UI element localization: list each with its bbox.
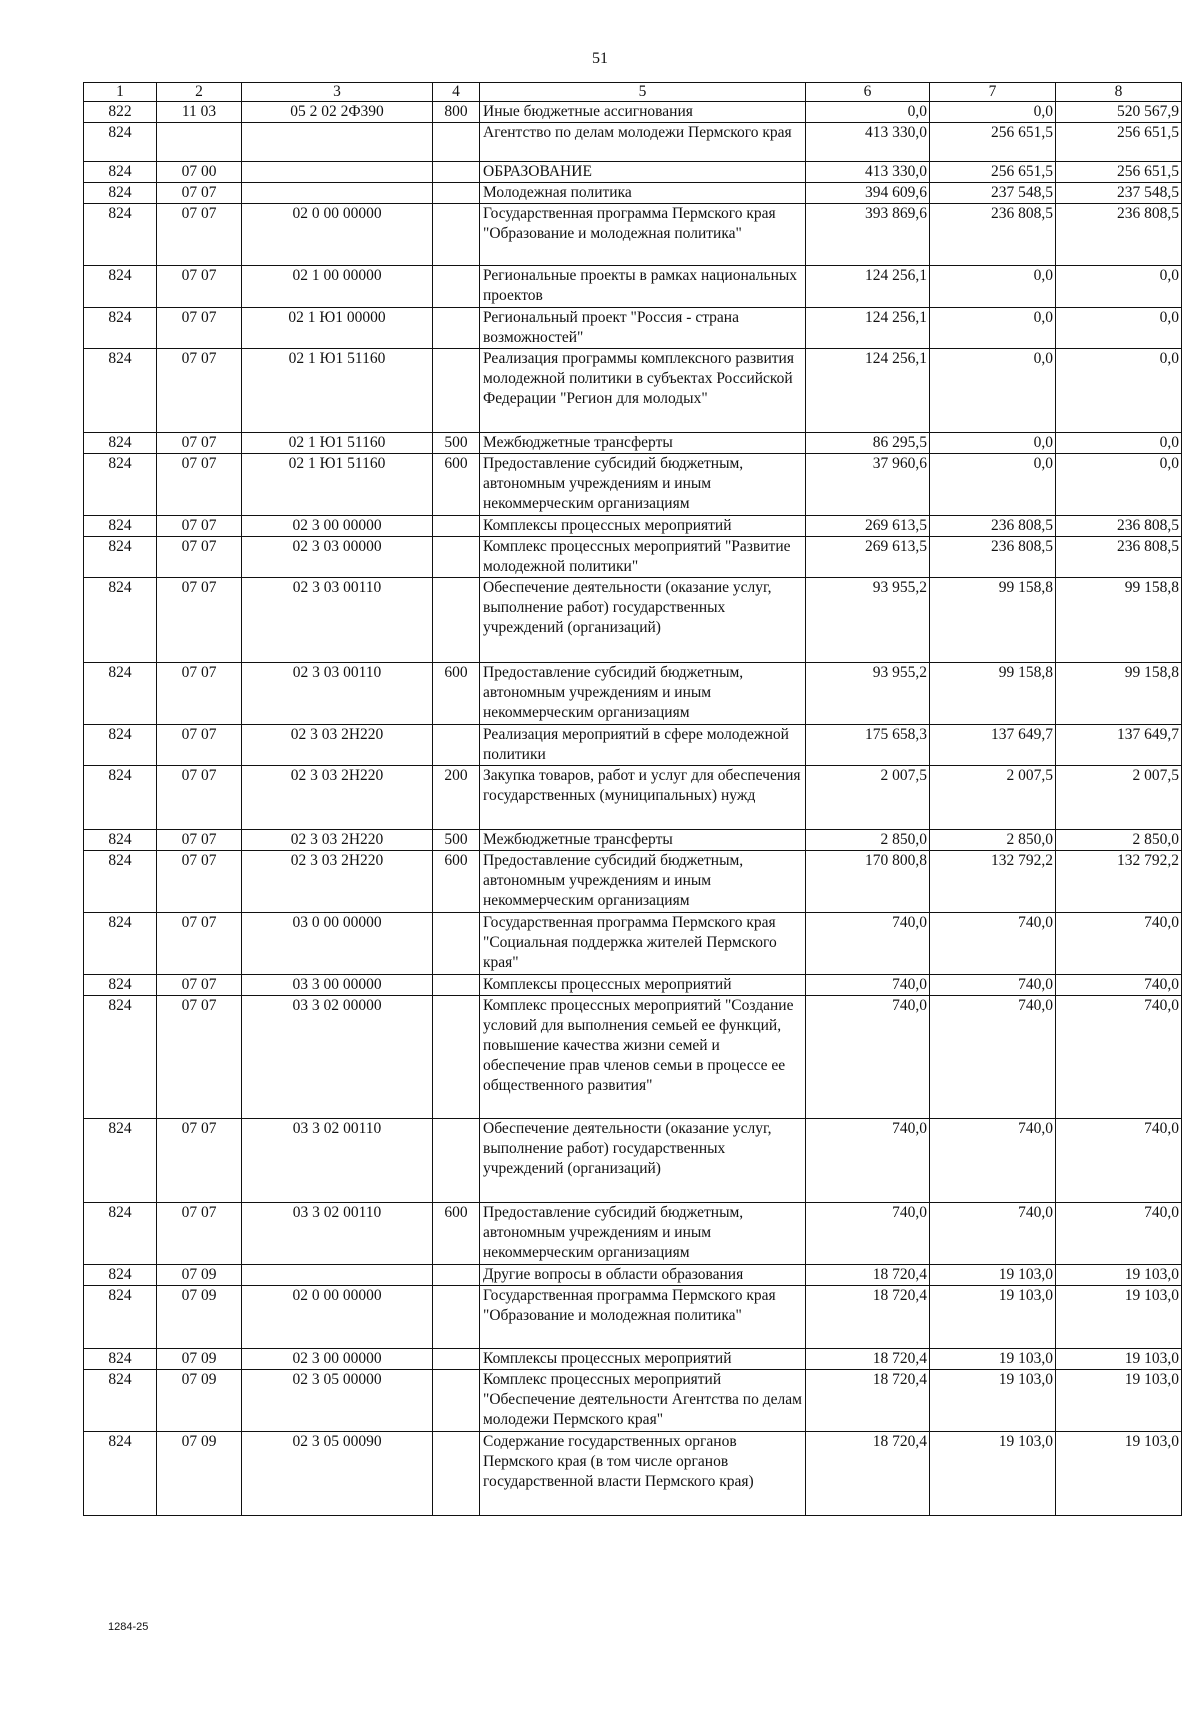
table-row <box>84 996 1182 1119</box>
target-article: 02 3 03 2Н220 <box>242 830 433 851</box>
table-row <box>84 183 1182 204</box>
item-name: Комплекс процессных мероприятий "Обеспечение деятельности Агентства по делам молодежи Пермского края" <box>480 1370 806 1432</box>
item-name: Другие вопросы в области образования <box>480 1265 806 1286</box>
amount-year-3: 19 103,0 <box>1056 1432 1182 1516</box>
admin-code: 824 <box>84 123 157 162</box>
item-name: Обеспечение деятельности (оказание услуг, выполнение работ) государственных учреждений (организаций) <box>480 578 806 663</box>
amount-year-1: 18 720,4 <box>806 1286 930 1349</box>
amount-year-3: 137 649,7 <box>1056 725 1182 766</box>
amount-year-1: 740,0 <box>806 975 930 996</box>
admin-code: 824 <box>84 578 157 663</box>
expense-type <box>433 1370 480 1432</box>
amount-year-1: 413 330,0 <box>806 123 930 162</box>
amount-year-2: 19 103,0 <box>930 1370 1056 1432</box>
amount-year-3: 740,0 <box>1056 975 1182 996</box>
expense-type <box>433 578 480 663</box>
section-code: 07 07 <box>157 308 242 349</box>
section-code: 07 07 <box>157 663 242 725</box>
admin-code: 824 <box>84 308 157 349</box>
item-name: Региональные проекты в рамках национальных проектов <box>480 266 806 308</box>
amount-year-2: 2 850,0 <box>930 830 1056 851</box>
admin-code: 824 <box>84 266 157 308</box>
admin-code: 824 <box>84 204 157 266</box>
expense-type <box>433 266 480 308</box>
item-name: Иные бюджетные ассигнования <box>480 102 806 123</box>
target-article <box>242 123 433 162</box>
amount-year-2: 236 808,5 <box>930 204 1056 266</box>
admin-code: 824 <box>84 1432 157 1516</box>
section-code: 07 07 <box>157 913 242 975</box>
target-article: 02 3 00 00000 <box>242 516 433 537</box>
target-article: 02 1 Ю1 00000 <box>242 308 433 349</box>
target-article: 02 3 03 00110 <box>242 663 433 725</box>
section-code: 07 07 <box>157 1119 242 1203</box>
target-article: 03 3 00 00000 <box>242 975 433 996</box>
expense-type <box>433 308 480 349</box>
amount-year-2: 137 649,7 <box>930 725 1056 766</box>
admin-code: 824 <box>84 1286 157 1349</box>
admin-code: 824 <box>84 537 157 578</box>
amount-year-1: 0,0 <box>806 102 930 123</box>
amount-year-3: 99 158,8 <box>1056 663 1182 725</box>
amount-year-3: 19 103,0 <box>1056 1370 1182 1432</box>
amount-year-3: 0,0 <box>1056 308 1182 349</box>
amount-year-1: 175 658,3 <box>806 725 930 766</box>
table-row <box>84 975 1182 996</box>
item-name: Межбюджетные трансферты <box>480 433 806 454</box>
table-row <box>84 204 1182 266</box>
amount-year-2: 2 007,5 <box>930 766 1056 830</box>
amount-year-1: 37 960,6 <box>806 454 930 516</box>
amount-year-1: 740,0 <box>806 996 930 1119</box>
budget-table <box>83 82 1182 1516</box>
table-row <box>84 1286 1182 1349</box>
page-number: 51 <box>592 50 608 67</box>
amount-year-2: 19 103,0 <box>930 1265 1056 1286</box>
amount-year-2: 740,0 <box>930 996 1056 1119</box>
section-code: 07 07 <box>157 766 242 830</box>
table-row <box>84 1370 1182 1432</box>
section-code: 07 07 <box>157 537 242 578</box>
amount-year-1: 18 720,4 <box>806 1432 930 1516</box>
amount-year-2: 740,0 <box>930 975 1056 996</box>
target-article: 03 3 02 00110 <box>242 1203 433 1265</box>
section-code: 07 09 <box>157 1432 242 1516</box>
item-name: Комплексы процессных мероприятий <box>480 975 806 996</box>
amount-year-2: 236 808,5 <box>930 537 1056 578</box>
expense-type <box>433 1286 480 1349</box>
column-header: 6 <box>806 83 930 102</box>
expense-type: 500 <box>433 830 480 851</box>
expense-type <box>433 1119 480 1203</box>
table-row <box>84 433 1182 454</box>
amount-year-1: 269 613,5 <box>806 516 930 537</box>
table-row <box>84 162 1182 183</box>
amount-year-2: 0,0 <box>930 433 1056 454</box>
admin-code: 824 <box>84 433 157 454</box>
item-name: Молодежная политика <box>480 183 806 204</box>
amount-year-2: 256 651,5 <box>930 123 1056 162</box>
admin-code: 824 <box>84 516 157 537</box>
amount-year-1: 740,0 <box>806 1119 930 1203</box>
amount-year-1: 124 256,1 <box>806 349 930 433</box>
item-name: Закупка товаров, работ и услуг для обеспечения государственных (муниципальных) нужд <box>480 766 806 830</box>
expense-type <box>433 123 480 162</box>
admin-code: 824 <box>84 851 157 913</box>
table-row <box>84 1203 1182 1265</box>
admin-code: 824 <box>84 663 157 725</box>
amount-year-3: 256 651,5 <box>1056 162 1182 183</box>
section-code: 07 07 <box>157 349 242 433</box>
item-name: Предоставление субсидий бюджетным, автономным учреждениям и иным некоммерческим организациям <box>480 663 806 725</box>
amount-year-1: 394 609,6 <box>806 183 930 204</box>
admin-code: 824 <box>84 830 157 851</box>
table-row <box>84 1265 1182 1286</box>
amount-year-2: 236 808,5 <box>930 516 1056 537</box>
amount-year-3: 740,0 <box>1056 996 1182 1119</box>
table-row <box>84 1432 1182 1516</box>
section-code: 07 09 <box>157 1370 242 1432</box>
section-code: 07 07 <box>157 830 242 851</box>
expense-type <box>433 1432 480 1516</box>
target-article: 02 0 00 00000 <box>242 204 433 266</box>
expense-type: 200 <box>433 766 480 830</box>
amount-year-2: 0,0 <box>930 308 1056 349</box>
admin-code: 824 <box>84 162 157 183</box>
section-code: 07 07 <box>157 725 242 766</box>
target-article: 03 3 02 00110 <box>242 1119 433 1203</box>
item-name: Государственная программа Пермского края "Образование и молодежная политика" <box>480 204 806 266</box>
section-code: 07 09 <box>157 1286 242 1349</box>
amount-year-3: 132 792,2 <box>1056 851 1182 913</box>
item-name: Предоставление субсидий бюджетным, автономным учреждениям и иным некоммерческим организациям <box>480 851 806 913</box>
amount-year-2: 19 103,0 <box>930 1286 1056 1349</box>
expense-type <box>433 516 480 537</box>
target-article: 02 1 Ю1 51160 <box>242 433 433 454</box>
amount-year-2: 740,0 <box>930 1119 1056 1203</box>
target-article: 02 3 03 2Н220 <box>242 851 433 913</box>
item-name: Комплексы процессных мероприятий <box>480 516 806 537</box>
amount-year-3: 19 103,0 <box>1056 1349 1182 1370</box>
amount-year-2: 19 103,0 <box>930 1349 1056 1370</box>
column-header: 7 <box>930 83 1056 102</box>
target-article: 02 3 03 2Н220 <box>242 766 433 830</box>
amount-year-1: 740,0 <box>806 913 930 975</box>
table-header-row <box>84 83 1182 102</box>
section-code: 07 07 <box>157 578 242 663</box>
table-row <box>84 266 1182 308</box>
amount-year-1: 269 613,5 <box>806 537 930 578</box>
target-article: 02 1 Ю1 51160 <box>242 349 433 433</box>
target-article: 03 0 00 00000 <box>242 913 433 975</box>
table-row <box>84 308 1182 349</box>
admin-code: 824 <box>84 1370 157 1432</box>
table-row <box>84 913 1182 975</box>
item-name: Комплексы процессных мероприятий <box>480 1349 806 1370</box>
expense-type: 600 <box>433 1203 480 1265</box>
item-name: Государственная программа Пермского края "Социальная поддержка жителей Пермского края" <box>480 913 806 975</box>
target-article: 02 3 03 2Н220 <box>242 725 433 766</box>
column-header: 8 <box>1056 83 1182 102</box>
target-article: 02 3 03 00110 <box>242 578 433 663</box>
amount-year-3: 19 103,0 <box>1056 1265 1182 1286</box>
table-body <box>84 83 1182 1516</box>
expense-type: 500 <box>433 433 480 454</box>
amount-year-1: 93 955,2 <box>806 663 930 725</box>
amount-year-1: 393 869,6 <box>806 204 930 266</box>
target-article: 02 1 Ю1 51160 <box>242 454 433 516</box>
amount-year-2: 132 792,2 <box>930 851 1056 913</box>
table-row <box>84 851 1182 913</box>
item-name: Межбюджетные трансферты <box>480 830 806 851</box>
amount-year-2: 740,0 <box>930 913 1056 975</box>
column-header: 2 <box>157 83 242 102</box>
section-code: 07 07 <box>157 454 242 516</box>
item-name: Реализация программы комплексного развития молодежной политики в субъектах Российской Федерации "Регион для молодых" <box>480 349 806 433</box>
target-article: 02 3 03 00000 <box>242 537 433 578</box>
section-code: 07 07 <box>157 433 242 454</box>
admin-code: 824 <box>84 454 157 516</box>
amount-year-2: 0,0 <box>930 349 1056 433</box>
table-row <box>84 578 1182 663</box>
amount-year-3: 740,0 <box>1056 1119 1182 1203</box>
table-row <box>84 102 1182 123</box>
table-row <box>84 766 1182 830</box>
amount-year-2: 0,0 <box>930 454 1056 516</box>
amount-year-3: 2 850,0 <box>1056 830 1182 851</box>
expense-type <box>433 913 480 975</box>
amount-year-1: 740,0 <box>806 1203 930 1265</box>
expense-type <box>433 725 480 766</box>
target-article <box>242 1265 433 1286</box>
section-code <box>157 123 242 162</box>
column-header: 5 <box>480 83 806 102</box>
amount-year-3: 520 567,9 <box>1056 102 1182 123</box>
amount-year-2: 256 651,5 <box>930 162 1056 183</box>
document-code: 1284-25 <box>108 1621 149 1633</box>
amount-year-3: 236 808,5 <box>1056 516 1182 537</box>
table-row <box>84 663 1182 725</box>
amount-year-2: 19 103,0 <box>930 1432 1056 1516</box>
amount-year-1: 413 330,0 <box>806 162 930 183</box>
item-name: Агентство по делам молодежи Пермского края <box>480 123 806 162</box>
table-row <box>84 454 1182 516</box>
admin-code: 824 <box>84 1203 157 1265</box>
column-header: 1 <box>84 83 157 102</box>
amount-year-3: 256 651,5 <box>1056 123 1182 162</box>
amount-year-2: 99 158,8 <box>930 663 1056 725</box>
expense-type <box>433 183 480 204</box>
amount-year-1: 18 720,4 <box>806 1349 930 1370</box>
amount-year-3: 0,0 <box>1056 433 1182 454</box>
amount-year-3: 237 548,5 <box>1056 183 1182 204</box>
amount-year-3: 2 007,5 <box>1056 766 1182 830</box>
amount-year-1: 86 295,5 <box>806 433 930 454</box>
section-code: 07 07 <box>157 183 242 204</box>
table-row <box>84 830 1182 851</box>
column-header: 3 <box>242 83 433 102</box>
admin-code: 824 <box>84 913 157 975</box>
section-code: 07 07 <box>157 1203 242 1265</box>
amount-year-2: 99 158,8 <box>930 578 1056 663</box>
amount-year-2: 237 548,5 <box>930 183 1056 204</box>
item-name: Содержание государственных органов Пермского края (в том числе органов государственной власти Пермского края) <box>480 1432 806 1516</box>
target-article: 05 2 02 2Ф390 <box>242 102 433 123</box>
amount-year-3: 99 158,8 <box>1056 578 1182 663</box>
item-name: Комплекс процессных мероприятий "Создание условий для выполнения семьей ее функций, повышение качества жизни семей и обеспечение прав членов семьи в процессе ее общественного развития" <box>480 996 806 1119</box>
section-code: 07 09 <box>157 1265 242 1286</box>
expense-type <box>433 1265 480 1286</box>
admin-code: 824 <box>84 975 157 996</box>
expense-type <box>433 975 480 996</box>
amount-year-1: 18 720,4 <box>806 1370 930 1432</box>
admin-code: 824 <box>84 996 157 1119</box>
admin-code: 822 <box>84 102 157 123</box>
item-name: ОБРАЗОВАНИЕ <box>480 162 806 183</box>
item-name: Государственная программа Пермского края "Образование и молодежная политика" <box>480 1286 806 1349</box>
target-article: 02 3 05 00090 <box>242 1432 433 1516</box>
admin-code: 824 <box>84 725 157 766</box>
amount-year-1: 93 955,2 <box>806 578 930 663</box>
section-code: 07 07 <box>157 996 242 1119</box>
table-row <box>84 123 1182 162</box>
table-row <box>84 1119 1182 1203</box>
amount-year-1: 2 850,0 <box>806 830 930 851</box>
expense-type <box>433 349 480 433</box>
amount-year-1: 124 256,1 <box>806 308 930 349</box>
expense-type: 800 <box>433 102 480 123</box>
target-article: 02 3 00 00000 <box>242 1349 433 1370</box>
expense-type <box>433 996 480 1119</box>
table-row <box>84 725 1182 766</box>
admin-code: 824 <box>84 1119 157 1203</box>
expense-type <box>433 162 480 183</box>
section-code: 07 07 <box>157 975 242 996</box>
target-article <box>242 162 433 183</box>
target-article: 02 3 05 00000 <box>242 1370 433 1432</box>
item-name: Предоставление субсидий бюджетным, автономным учреждениям и иным некоммерческим организациям <box>480 1203 806 1265</box>
amount-year-3: 0,0 <box>1056 349 1182 433</box>
target-article: 03 3 02 00000 <box>242 996 433 1119</box>
target-article <box>242 183 433 204</box>
target-article: 02 0 00 00000 <box>242 1286 433 1349</box>
amount-year-3: 740,0 <box>1056 1203 1182 1265</box>
amount-year-3: 236 808,5 <box>1056 537 1182 578</box>
amount-year-3: 236 808,5 <box>1056 204 1182 266</box>
table-row <box>84 1349 1182 1370</box>
amount-year-3: 740,0 <box>1056 913 1182 975</box>
expense-type: 600 <box>433 663 480 725</box>
amount-year-3: 0,0 <box>1056 266 1182 308</box>
admin-code: 824 <box>84 1349 157 1370</box>
item-name: Комплекс процессных мероприятий "Развитие молодежной политики" <box>480 537 806 578</box>
amount-year-1: 18 720,4 <box>806 1265 930 1286</box>
admin-code: 824 <box>84 766 157 830</box>
expense-type <box>433 1349 480 1370</box>
amount-year-3: 0,0 <box>1056 454 1182 516</box>
expense-type <box>433 537 480 578</box>
amount-year-1: 124 256,1 <box>806 266 930 308</box>
item-name: Обеспечение деятельности (оказание услуг, выполнение работ) государственных учреждений (организаций) <box>480 1119 806 1203</box>
target-article: 02 1 00 00000 <box>242 266 433 308</box>
column-header: 4 <box>433 83 480 102</box>
section-code: 07 07 <box>157 516 242 537</box>
table-row <box>84 516 1182 537</box>
admin-code: 824 <box>84 1265 157 1286</box>
section-code: 07 00 <box>157 162 242 183</box>
section-code: 11 03 <box>157 102 242 123</box>
table-row <box>84 537 1182 578</box>
item-name: Реализация мероприятий в сфере молодежной политики <box>480 725 806 766</box>
section-code: 07 07 <box>157 204 242 266</box>
amount-year-2: 0,0 <box>930 266 1056 308</box>
amount-year-1: 170 800,8 <box>806 851 930 913</box>
table-row <box>84 349 1182 433</box>
section-code: 07 07 <box>157 266 242 308</box>
expense-type: 600 <box>433 851 480 913</box>
admin-code: 824 <box>84 183 157 204</box>
section-code: 07 07 <box>157 851 242 913</box>
amount-year-1: 2 007,5 <box>806 766 930 830</box>
item-name: Предоставление субсидий бюджетным, автономным учреждениям и иным некоммерческим организациям <box>480 454 806 516</box>
expense-type <box>433 204 480 266</box>
expense-type: 600 <box>433 454 480 516</box>
amount-year-2: 740,0 <box>930 1203 1056 1265</box>
item-name: Региональный проект "Россия - страна возможностей" <box>480 308 806 349</box>
amount-year-3: 19 103,0 <box>1056 1286 1182 1349</box>
admin-code: 824 <box>84 349 157 433</box>
amount-year-2: 0,0 <box>930 102 1056 123</box>
section-code: 07 09 <box>157 1349 242 1370</box>
